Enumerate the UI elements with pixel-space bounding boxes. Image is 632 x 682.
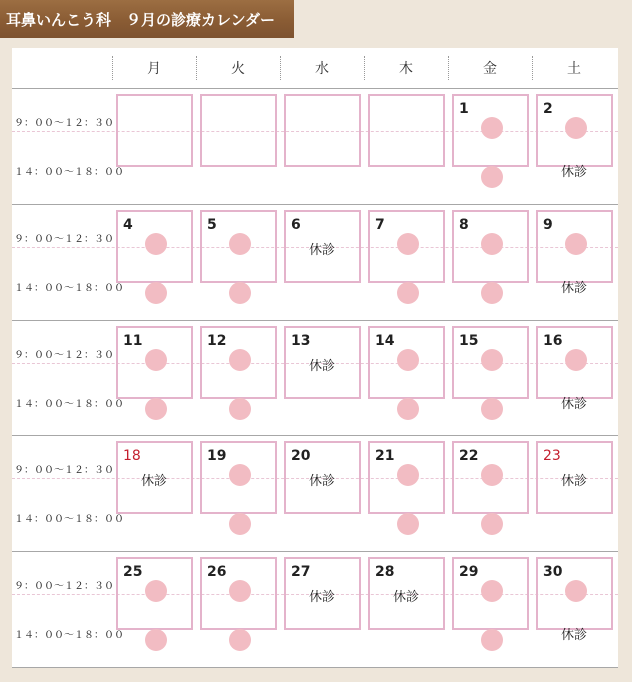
open-marker-morning xyxy=(481,349,503,371)
open-marker-afternoon xyxy=(481,166,503,188)
open-marker-morning xyxy=(397,349,419,371)
open-marker-afternoon xyxy=(229,398,251,420)
open-marker-morning xyxy=(229,233,251,255)
open-marker-morning xyxy=(145,349,167,371)
day-number: 12 xyxy=(207,333,227,349)
header-divider xyxy=(364,56,365,80)
open-marker-morning xyxy=(481,580,503,602)
time-label-afternoon: １４：００～１８：００ xyxy=(14,399,124,410)
day-number: 18 xyxy=(123,448,141,464)
closed-label: 休診 xyxy=(308,243,335,258)
day-number: 20 xyxy=(291,448,311,464)
closed-label: 休診 xyxy=(560,165,587,180)
day-number: 11 xyxy=(123,333,143,349)
day-number: 8 xyxy=(459,217,469,233)
closed-label: 休診 xyxy=(308,590,335,605)
closed-label: 休診 xyxy=(560,281,587,296)
open-marker-morning xyxy=(145,233,167,255)
open-marker-afternoon xyxy=(397,513,419,535)
weekday-header: 土 xyxy=(567,61,581,77)
day-number: 19 xyxy=(207,448,227,464)
weekday-header: 金 xyxy=(483,61,497,77)
day-number: 7 xyxy=(375,217,385,233)
open-marker-morning xyxy=(481,464,503,486)
day-cell[interactable] xyxy=(284,94,361,167)
row-separator xyxy=(12,435,618,436)
day-number: 30 xyxy=(543,564,563,580)
row-separator xyxy=(12,88,618,89)
page-title: 耳鼻いんこう科 ９月の診療カレンダー xyxy=(0,0,294,38)
open-marker-afternoon xyxy=(145,282,167,304)
weekday-header: 木 xyxy=(399,61,413,77)
day-number: 28 xyxy=(375,564,395,580)
closed-label: 休診 xyxy=(140,474,167,489)
weekday-header: 水 xyxy=(315,61,329,77)
open-marker-afternoon xyxy=(229,282,251,304)
day-number: 9 xyxy=(543,217,553,233)
time-label-morning: ９：００～１２：３０ xyxy=(14,581,114,592)
time-label-morning: ９：００～１２：３０ xyxy=(14,350,114,361)
day-number: 14 xyxy=(375,333,395,349)
header-divider xyxy=(112,56,113,80)
open-marker-morning xyxy=(481,117,503,139)
open-marker-afternoon xyxy=(481,629,503,651)
day-number: 5 xyxy=(207,217,217,233)
time-label-afternoon: １４：００～１８：００ xyxy=(14,283,124,294)
open-marker-morning xyxy=(565,233,587,255)
closed-label: 休診 xyxy=(308,474,335,489)
open-marker-morning xyxy=(565,117,587,139)
header-divider xyxy=(532,56,533,80)
open-marker-morning xyxy=(565,580,587,602)
closed-label: 休診 xyxy=(560,474,587,489)
open-marker-morning xyxy=(229,464,251,486)
open-marker-afternoon xyxy=(481,282,503,304)
closed-label: 休診 xyxy=(560,628,587,643)
day-number: 1 xyxy=(459,101,469,117)
day-number: 29 xyxy=(459,564,479,580)
closed-label: 休診 xyxy=(308,359,335,374)
day-cell[interactable] xyxy=(368,94,445,167)
time-label-afternoon: １４：００～１８：００ xyxy=(14,514,124,525)
day-number: 27 xyxy=(291,564,311,580)
closed-label: 休診 xyxy=(392,590,419,605)
day-number: 2 xyxy=(543,101,553,117)
day-number: 13 xyxy=(291,333,311,349)
row-separator xyxy=(12,204,618,205)
row-separator xyxy=(12,551,618,552)
header-divider xyxy=(280,56,281,80)
day-cell[interactable] xyxy=(200,94,277,167)
open-marker-morning xyxy=(229,580,251,602)
open-marker-afternoon xyxy=(481,398,503,420)
open-marker-afternoon xyxy=(229,513,251,535)
open-marker-morning xyxy=(397,233,419,255)
day-number: 22 xyxy=(459,448,479,464)
time-label-afternoon: １４：００～１８：００ xyxy=(14,630,124,641)
day-cell[interactable] xyxy=(116,94,193,167)
open-marker-morning xyxy=(397,464,419,486)
header-divider xyxy=(448,56,449,80)
weekday-header: 火 xyxy=(231,61,245,77)
open-marker-afternoon xyxy=(397,398,419,420)
day-number: 25 xyxy=(123,564,143,580)
open-marker-afternoon xyxy=(481,513,503,535)
header-divider xyxy=(196,56,197,80)
open-marker-afternoon xyxy=(145,398,167,420)
open-marker-morning xyxy=(481,233,503,255)
open-marker-afternoon xyxy=(145,629,167,651)
open-marker-morning xyxy=(145,580,167,602)
open-marker-afternoon xyxy=(229,629,251,651)
day-number: 4 xyxy=(123,217,133,233)
row-separator xyxy=(12,320,618,321)
row-separator xyxy=(12,667,618,668)
open-marker-morning xyxy=(229,349,251,371)
time-label-morning: ９：００～１２：３０ xyxy=(14,118,114,129)
day-number: 6 xyxy=(291,217,301,233)
day-number: 16 xyxy=(543,333,563,349)
day-number: 15 xyxy=(459,333,479,349)
closed-label: 休診 xyxy=(560,397,587,412)
open-marker-afternoon xyxy=(397,282,419,304)
open-marker-morning xyxy=(565,349,587,371)
day-number: 26 xyxy=(207,564,227,580)
day-number: 21 xyxy=(375,448,395,464)
time-label-afternoon: １４：００～１８：００ xyxy=(14,167,124,178)
time-label-morning: ９：００～１２：３０ xyxy=(14,234,114,245)
weekday-header: 月 xyxy=(147,61,161,77)
day-number: 23 xyxy=(543,448,561,464)
time-label-morning: ９：００～１２：３０ xyxy=(14,465,114,476)
